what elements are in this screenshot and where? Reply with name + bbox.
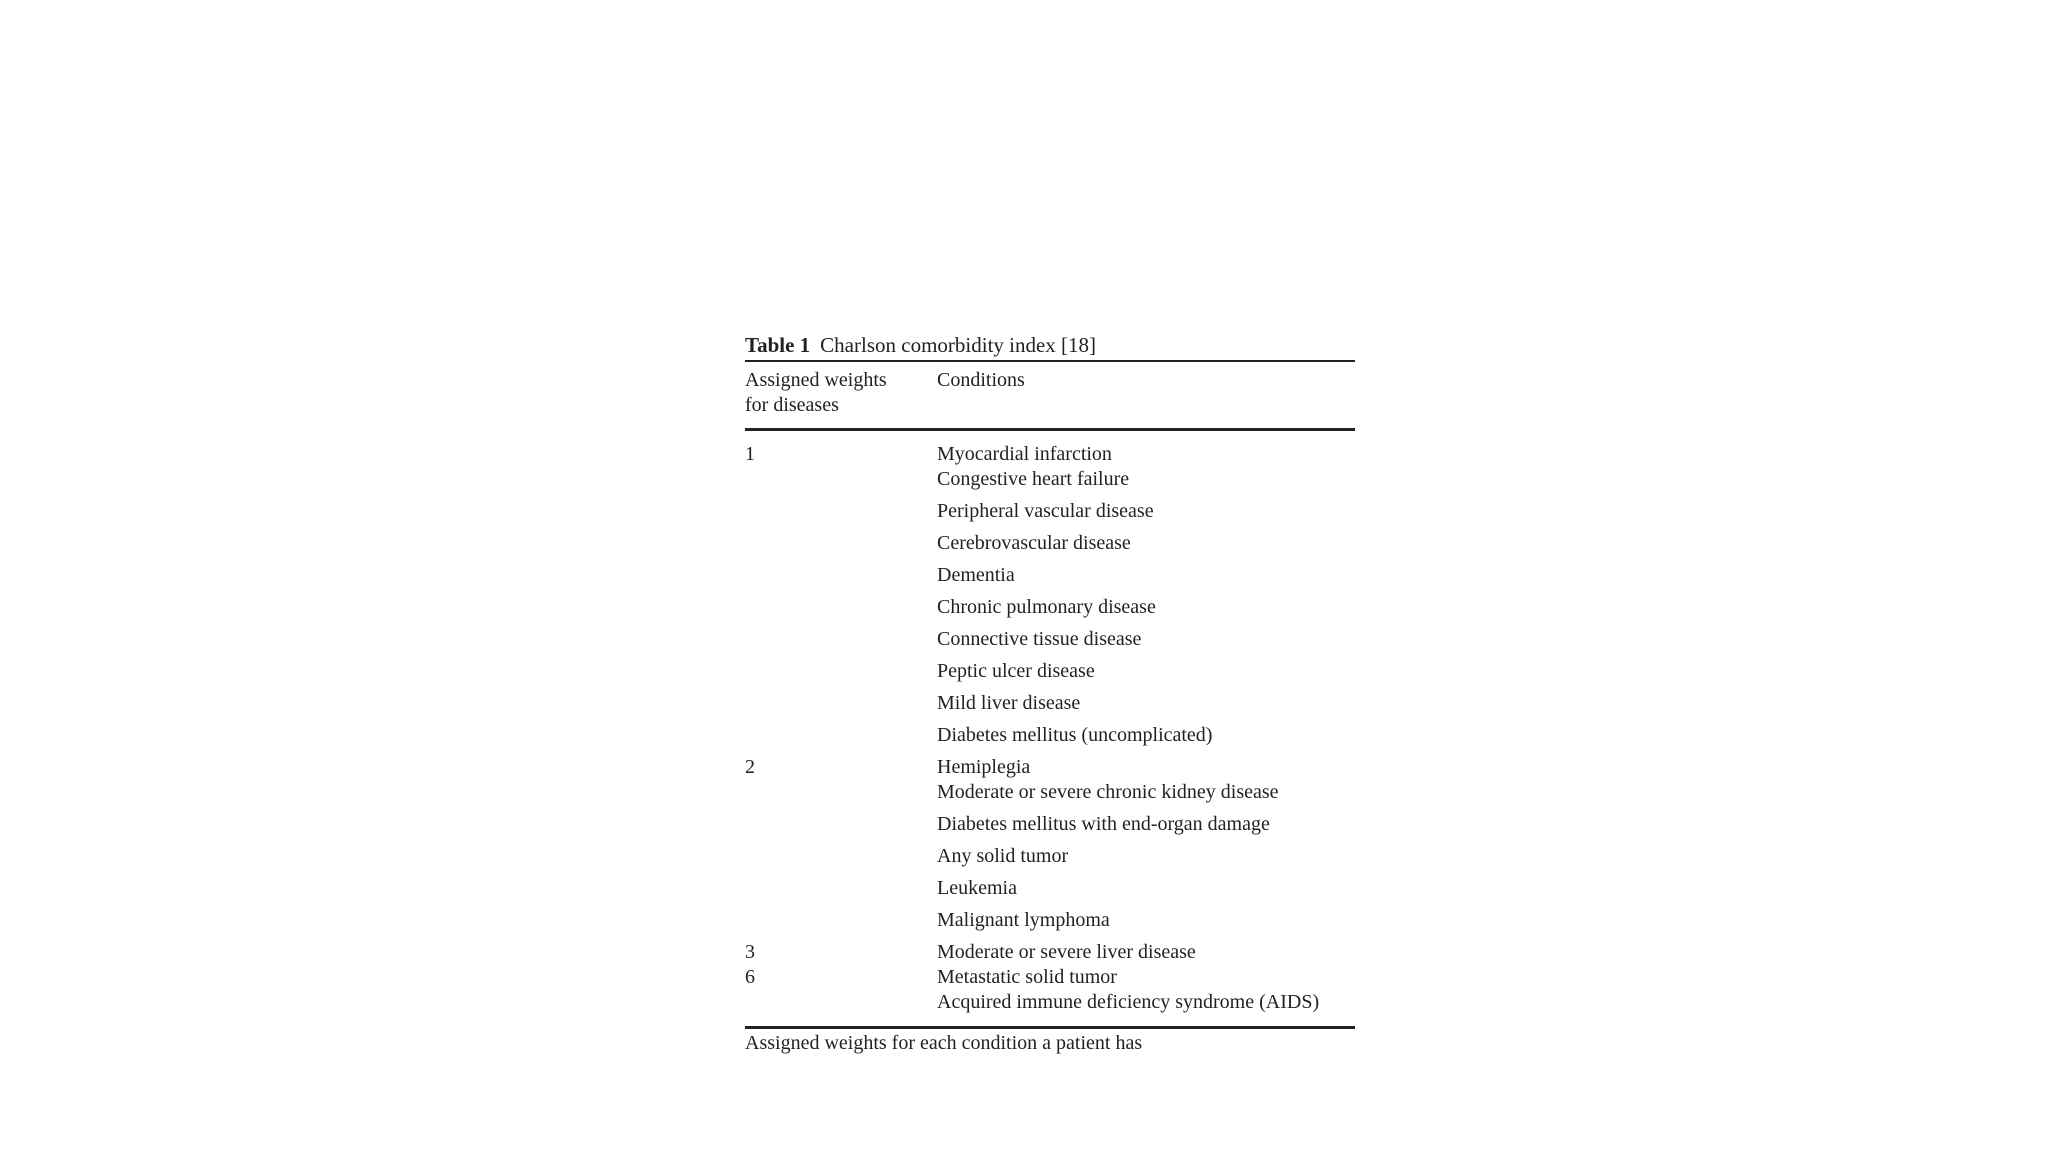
condition-item: Malignant lymphoma — [937, 909, 1110, 931]
table-row — [745, 755, 1355, 940]
condition-item: Mild liver disease — [937, 692, 1081, 714]
table-caption-text: Charlson comorbidity index [18] — [820, 333, 1097, 357]
condition-item: Moderate or severe liver disease — [937, 941, 1196, 963]
condition-item: Dementia — [937, 564, 1015, 586]
conditions-cell — [937, 755, 1355, 940]
table-row — [745, 940, 1355, 965]
table-footnote: Assigned weights for each condition a patient has — [745, 1032, 1143, 1054]
table-caption-label: Table 1 — [745, 333, 811, 357]
header-weights: Assigned weights for diseases — [745, 369, 887, 416]
condition-item: Peripheral vascular disease — [937, 500, 1154, 522]
condition-item: Connective tissue disease — [937, 628, 1142, 650]
weight-cell: 3 — [745, 941, 755, 963]
condition-item: Diabetes mellitus with end-organ damage — [937, 813, 1270, 835]
table-caption — [745, 330, 1355, 360]
weight-cell: 1 — [745, 443, 755, 465]
conditions-cell — [937, 965, 1355, 1022]
header-conditions: Conditions — [937, 369, 1025, 391]
condition-item: Acquired immune deficiency syndrome (AIDS) — [937, 991, 1320, 1013]
condition-item: Hemiplegia — [937, 756, 1031, 778]
table-row — [745, 442, 1355, 755]
condition-item: Metastatic solid tumor — [937, 966, 1117, 988]
weight-cell: 2 — [745, 756, 755, 778]
condition-item: Cerebrovascular disease — [937, 532, 1131, 554]
weight-cell: 6 — [745, 966, 755, 988]
table-header — [745, 362, 1355, 428]
condition-item: Peptic ulcer disease — [937, 660, 1095, 682]
table-row — [745, 965, 1355, 1022]
condition-item: Leukemia — [937, 877, 1017, 899]
condition-item: Any solid tumor — [937, 845, 1069, 867]
condition-item: Congestive heart failure — [937, 468, 1130, 490]
condition-item: Moderate or severe chronic kidney disease — [937, 781, 1279, 803]
condition-item: Diabetes mellitus (uncomplicated) — [937, 724, 1213, 746]
comorbidity-table — [745, 330, 1355, 1054]
condition-item: Chronic pulmonary disease — [937, 596, 1156, 618]
conditions-cell — [937, 442, 1355, 755]
footnote-clip — [745, 1029, 1355, 1054]
condition-item: Myocardial infarction — [937, 443, 1112, 465]
table-body — [745, 431, 1355, 1026]
conditions-cell — [937, 940, 1355, 965]
